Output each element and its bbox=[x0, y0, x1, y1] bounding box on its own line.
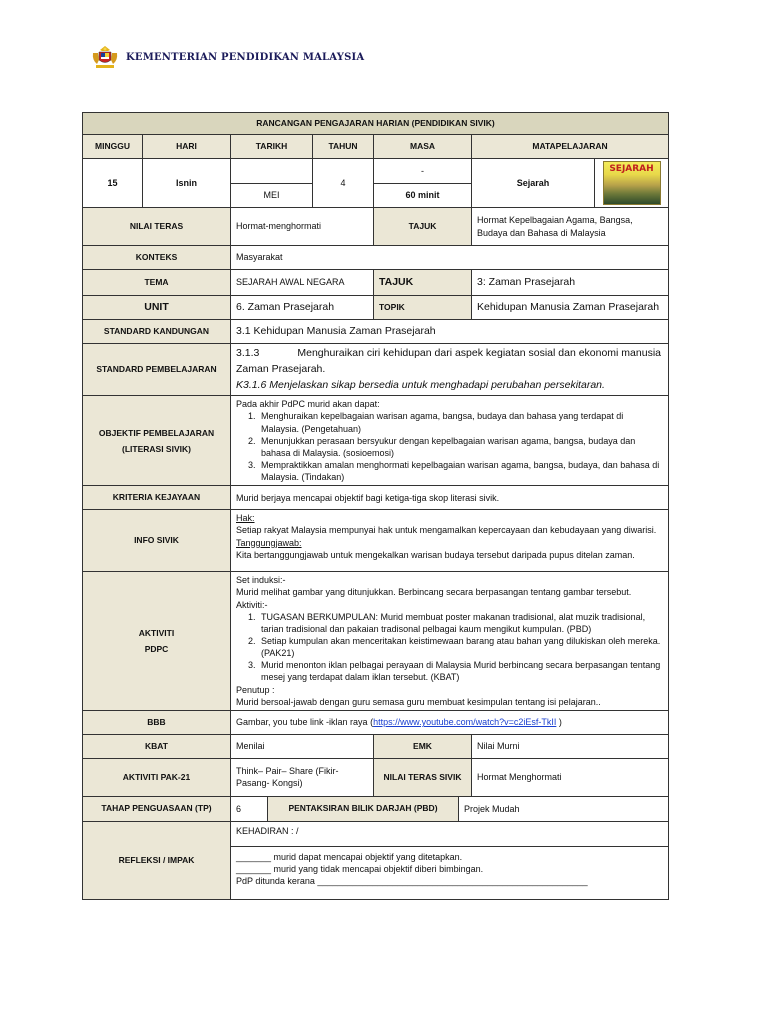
label-tp: TAHAP PENGUASAAN (TP) bbox=[83, 796, 231, 821]
table-title-row bbox=[83, 113, 669, 135]
list-item: 2. Menunjukkan perasaan bersyukur dengan kepelbagaian warisan agama, bangsa, budaya dan bahasa di Malaysia. (sosioemosi) bbox=[258, 435, 663, 459]
value-refleksi bbox=[231, 821, 669, 899]
label-pbd: PENTAKSIRAN BILIK DARJAH (PBD) bbox=[268, 797, 459, 821]
value-tahun: 4 bbox=[313, 159, 374, 208]
label-bbb: BBB bbox=[83, 710, 231, 734]
values-row-top bbox=[83, 159, 669, 184]
label-standard-kandungan: STANDARD KANDUNGAN bbox=[83, 320, 231, 344]
label-nilai-teras: NILAI TERAS bbox=[83, 208, 231, 246]
col-tahun: TAHUN bbox=[313, 135, 374, 159]
list-item: 1. Menghuraikan kepelbagaian warisan agama, bangsa, budaya dan bahasa yang terdapat di Malaysia. (Pengetahuan) bbox=[258, 410, 663, 434]
label-tajuk: TAJUK bbox=[374, 208, 472, 246]
col-minggu: MINGGU bbox=[83, 135, 143, 159]
label-unit: UNIT bbox=[83, 296, 231, 320]
row-kriteria bbox=[83, 486, 669, 510]
value-bbb bbox=[231, 710, 669, 734]
header-row bbox=[83, 135, 669, 159]
label-objektif-line2: (LITERASI SIVIK) bbox=[122, 443, 191, 454]
label-tema: TEMA bbox=[83, 270, 231, 296]
label-emk: EMK bbox=[374, 734, 472, 758]
refleksi-line-2: _______ murid yang tidak mencapai objektif diberi bimbingan. bbox=[236, 863, 484, 874]
sp-number: 3.1.3 bbox=[236, 347, 260, 359]
value-emk: Nilai Murni bbox=[472, 734, 669, 758]
sejarah-subject-image bbox=[603, 161, 661, 205]
value-unit: 6. Zaman Prasejarah bbox=[231, 296, 374, 320]
page-header bbox=[90, 44, 364, 70]
set-induksi-title: Set induksi:- bbox=[236, 575, 286, 586]
row-tema bbox=[83, 270, 669, 296]
label-konteks: KONTEKS bbox=[83, 246, 231, 270]
refleksi-line-1: _______ murid dapat mencapai objektif yang ditetapkan. bbox=[236, 851, 463, 862]
row-unit bbox=[83, 296, 669, 320]
subject-image-title: SEJARAH bbox=[609, 164, 654, 174]
value-kbat: Menilai bbox=[231, 734, 374, 758]
kehadiran-line: KEHADIRAN : / bbox=[231, 822, 668, 847]
value-masa-top: - bbox=[374, 159, 472, 184]
label-kriteria: KRITERIA KEJAYAAN bbox=[83, 486, 231, 510]
value-topik: Kehidupan Manusia Zaman Prasejarah bbox=[472, 296, 669, 320]
penutup-text: Murid bersoal-jawab dengan guru semasa guru membuat kesimpulan tentang isi pelajaran.. bbox=[236, 696, 601, 707]
lesson-plan-table bbox=[82, 112, 669, 900]
objektif-list bbox=[236, 410, 663, 483]
list-item: 3. Murid menonton iklan pelbagai perayaan di Malaysia Murid berbincang secara berpasangan tentang mesej yang terdapat dalam iklan tersebut. (KBAT) bbox=[258, 659, 663, 683]
value-masa-bottom: 60 minit bbox=[374, 183, 472, 208]
row-info-sivik bbox=[83, 510, 669, 572]
hak-text: Setiap rakyat Malaysia mempunyai hak untuk mengamalkan kepercayaan dan kebudayaan yang diwarisi. bbox=[236, 525, 657, 536]
label-info-sivik: INFO SIVIK bbox=[83, 510, 231, 572]
value-aktiviti bbox=[231, 572, 669, 711]
value-pak21: Think– Pair– Share (Fikir- Pasang- Kongsi) bbox=[231, 758, 374, 796]
row-aktiviti bbox=[83, 572, 669, 711]
label-objektif bbox=[83, 396, 231, 486]
label-aktiviti bbox=[83, 572, 231, 711]
tp-cell bbox=[231, 796, 669, 821]
value-standard-kandungan: 3.1 Kehidupan Manusia Zaman Prasejarah bbox=[231, 320, 669, 344]
value-tp: 6 bbox=[231, 797, 268, 821]
objektif-intro: Pada akhir PdPC murid akan dapat: bbox=[236, 399, 380, 410]
col-tarikh: TARIKH bbox=[231, 135, 313, 159]
value-tema: SEJARAH AWAL NEGARA bbox=[231, 270, 374, 296]
row-pak21 bbox=[83, 758, 669, 796]
tanggungjawab-text: Kita bertanggungjawab untuk mengekalkan warisan budaya tersebut daripada pupus ditelan zaman. bbox=[236, 549, 635, 560]
value-hari: Isnin bbox=[143, 159, 231, 208]
label-topik: TOPIK bbox=[374, 296, 472, 320]
label-tajuk-2: TAJUK bbox=[374, 270, 472, 296]
row-nilai-teras bbox=[83, 208, 669, 246]
label-refleksi: REFLEKSI / IMPAK bbox=[83, 821, 231, 899]
penutup-title: Penutup : bbox=[236, 684, 275, 695]
list-item: 2. Setiap kumpulan akan menceritakan keistimewaan barang atau bahan yang dilukiskan oleh mereka. (PAK21) bbox=[258, 635, 663, 659]
label-kbat: KBAT bbox=[83, 734, 231, 758]
value-tajuk-2: 3: Zaman Prasejarah bbox=[472, 270, 669, 296]
sp-line-2: Zaman Prasejarah. bbox=[236, 362, 326, 375]
value-kriteria: Murid berjaya mencapai objektif bagi ketiga-tiga skop literasi sivik. bbox=[231, 486, 669, 510]
value-nilai-teras: Hormat-menghormati bbox=[231, 208, 374, 246]
sp-text: Menghuraikan ciri kehidupan dari aspek kegiatan sosial dan ekonomi manusia bbox=[297, 347, 661, 359]
refleksi-body bbox=[231, 847, 668, 889]
value-minggu: 15 bbox=[83, 159, 143, 208]
label-aktiviti-line2: PDPC bbox=[144, 644, 169, 654]
tanggungjawab-title: Tanggungjawab: bbox=[236, 537, 302, 548]
sp-line-1 bbox=[236, 346, 663, 362]
row-bbb bbox=[83, 710, 669, 734]
subject-image-cell bbox=[595, 159, 669, 208]
ministry-name: KEMENTERIAN PENDIDIKAN MALAYSIA bbox=[126, 51, 365, 63]
value-pbd: Projek Mudah bbox=[464, 803, 520, 814]
value-matapelajaran: Sejarah bbox=[472, 159, 595, 208]
label-standard-pembelajaran: STANDARD PEMBELAJARAN bbox=[83, 344, 231, 396]
row-standard-kandungan bbox=[83, 320, 669, 344]
hak-title: Hak: bbox=[236, 513, 255, 524]
value-konteks: Masyarakat bbox=[231, 246, 669, 270]
value-tarikh-bottom: MEI bbox=[231, 183, 313, 208]
row-objektif bbox=[83, 396, 669, 486]
row-tp bbox=[83, 796, 669, 821]
value-objektif bbox=[231, 396, 669, 486]
tp-inner-table bbox=[231, 797, 668, 821]
col-masa: MASA bbox=[374, 135, 472, 159]
value-tajuk: Hormat Kepelbagaian Agama, Bangsa, Budaya dan Bahasa di Malaysia bbox=[472, 208, 669, 246]
bbb-prefix: Gambar, you tube link -iklan raya ( bbox=[236, 717, 374, 728]
bbb-suffix: ) bbox=[556, 717, 562, 728]
col-hari: HARI bbox=[143, 135, 231, 159]
label-objektif-line1: OBJEKTIF PEMBELAJARAN bbox=[98, 427, 215, 438]
value-info-sivik bbox=[231, 510, 669, 572]
sp-line-3: K3.1.6 Menjelaskan sikap bersedia untuk menghadapi perubahan persekitaran. bbox=[236, 378, 605, 391]
youtube-link[interactable]: https://www.youtube.com/watch?v=c2iEsf-TkII bbox=[373, 717, 557, 728]
set-induksi-text: Murid melihat gambar yang ditunjukkan. Berbincang secara berpasangan tentang gambar tersebut. bbox=[236, 587, 632, 598]
aktiviti-list bbox=[236, 611, 663, 684]
label-pak21: AKTIVITI PAK-21 bbox=[83, 758, 231, 796]
label-aktiviti-line1: AKTIVITI bbox=[138, 627, 175, 638]
row-kbat bbox=[83, 734, 669, 758]
col-matapelajaran: MATAPELAJARAN bbox=[472, 135, 669, 159]
list-item: 1. TUGASAN BERKUMPULAN: Murid membuat poster makanan tradisional, alat muzik tradisional, tarian tradisional dan pakaian tradisonal pelbagai kaum mengikut kumpulan. (PBD) bbox=[258, 611, 663, 635]
value-tarikh-top bbox=[231, 159, 313, 184]
coat-of-arms-icon bbox=[90, 45, 120, 69]
row-standard-pembelajaran bbox=[83, 344, 669, 396]
list-item: 3. Mempraktikkan amalan menghormati kepelbagaian warisan agama, bangsa, budaya, dan bahasa di Malaysia. (Tindakan) bbox=[258, 459, 663, 483]
value-standard-pembelajaran bbox=[231, 344, 669, 396]
value-nilai-teras-sivik: Hormat Menghormati bbox=[472, 758, 669, 796]
row-refleksi bbox=[83, 821, 669, 899]
aktiviti-title: Aktiviti:- bbox=[236, 599, 268, 610]
table-title: RANCANGAN PENGAJARAN HARIAN (PENDIDIKAN SIVIK) bbox=[83, 113, 669, 135]
refleksi-line-3: PdP ditunda kerana ______________________________________________________ bbox=[236, 876, 588, 887]
row-konteks bbox=[83, 246, 669, 270]
label-nilai-teras-sivik: NILAI TERAS SIVIK bbox=[374, 758, 472, 796]
